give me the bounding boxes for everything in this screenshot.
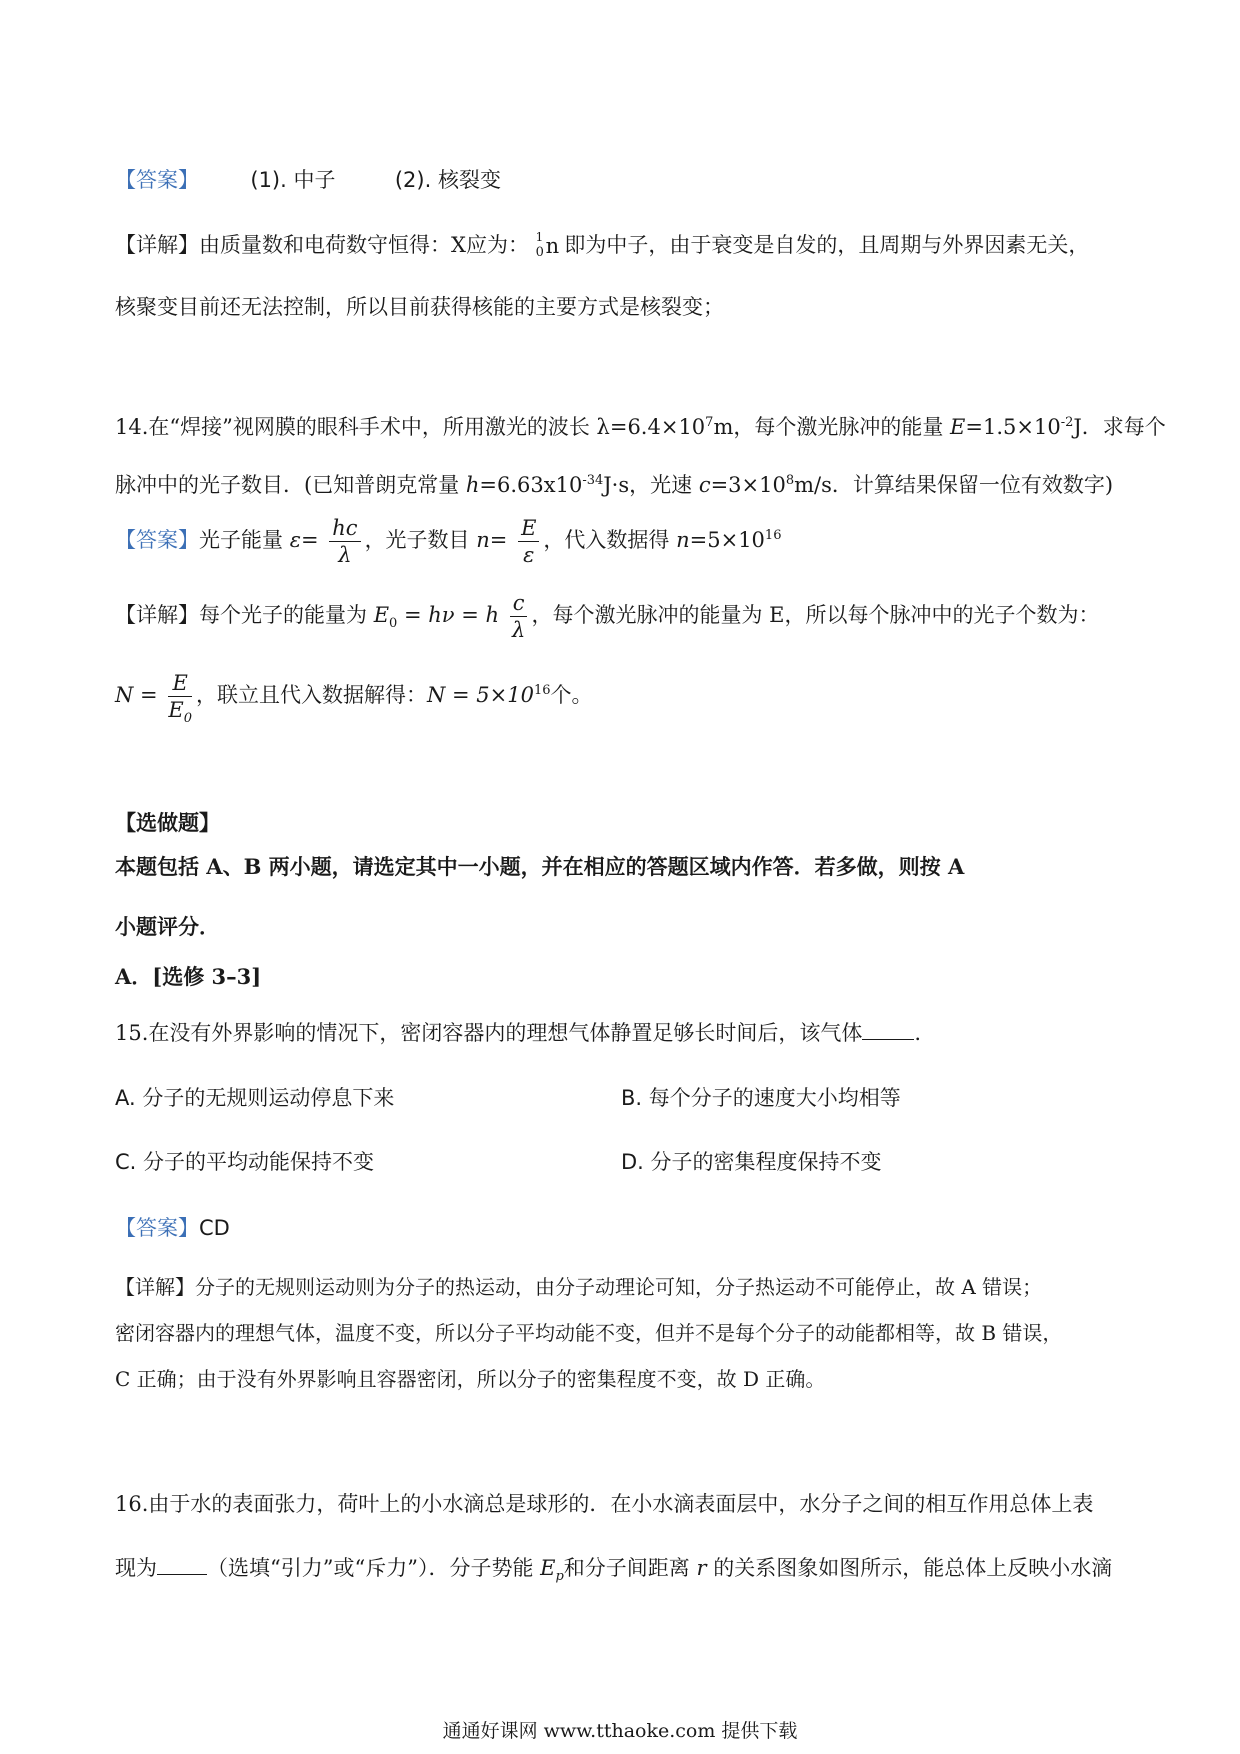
fraction-E-E0: $\frac{E}{E_0}$ <box>168 671 192 727</box>
q15-stem: 15.在没有外界影响的情况下，密闭容器内的理想气体静置足够长时间后，该气体 . <box>115 1017 1125 1048</box>
answer-blank <box>862 1017 914 1040</box>
option-b: B. 每个分子的速度大小均相等 <box>621 1086 901 1110</box>
q14-stem-line1: 14.在“焊接”视网膜的眼科手术中，所用激光的波长 $\lambda=6.4\times 10^7m$，每个激光脉冲的能量 $E=1.5\times 10^{-2}J$．求每个 <box>115 415 1166 439</box>
neutron-nuclide: 1 0 n <box>535 229 560 260</box>
answer-tag: 【答案】 <box>115 168 199 192</box>
answer-tag: 【答案】 <box>115 528 199 552</box>
answer-tag: 【答案】 <box>115 1216 199 1240</box>
q14-detail-line1: 【详解】每个光子的能量为 $E_0 = h\nu = h$ $\frac{c}{\lambda}$ ，每个激光脉冲的能量为 E，所以每个脉冲中的光子个数为： <box>115 591 1100 642</box>
detail-text: 由质量数和电荷数守恒得：X应为： <box>199 233 529 257</box>
q16-stem-line1: 16.由于水的表面张力，荷叶上的小水滴总是球形的．在小水滴表面层中，水分子之间的相互作用总体上表 <box>115 1492 1094 1516</box>
q15-detail-line3: C 正确；由于没有外界影响且容器密闭，所以分子的密集程度不变，故 D 正确。 <box>115 1367 826 1391</box>
q13-detail-line2: 核聚变目前还无法控制，所以目前获得核能的主要方式是核裂变； <box>115 295 724 319</box>
option-c: C. 分子的平均动能保持不变 <box>115 1150 375 1174</box>
page-footer: 通通好课网 www.tthaoke.com 提供下载 <box>442 1720 798 1742</box>
answer-part1: (1). 中子 <box>250 168 336 192</box>
fraction-E-eps: $\frac{E}{\varepsilon}$ <box>518 515 539 568</box>
fraction-c-lambda: $\frac{c}{\lambda}$ <box>510 590 528 643</box>
elective-instructions-line1: 本题包括 A、B 两小题，请选定其中一小题，并在相应的答题区域内作答．若多做，则按 A <box>115 854 965 879</box>
q15-detail-line2: 密闭容器内的理想气体，温度不变，所以分子平均动能不变，但并不是每个分子的动能都相等，故 B 错误， <box>115 1321 1063 1345</box>
elective-section-title: A．[选修 3–3] <box>115 964 262 989</box>
detail-tag: 【详解】 <box>115 603 199 627</box>
detail-tag: 【详解】 <box>115 1275 195 1299</box>
q15-answer: 【答案】CD <box>115 1216 230 1240</box>
q14-detail-line2: N = $\frac{E}{E_0}$ ，联立且代入数据解得：$N = 5\times 10^{16}$个。 <box>115 671 593 727</box>
q14-stem-line2: 脉冲中的光子数目．(已知普朗克常量 $h=6.63x10^{-34}J\cdot s$，光速 $c=3\times 10^8m/s$．计算结果保留一位有效数字) <box>115 473 1114 497</box>
q13-answer <box>115 165 1125 195</box>
fraction-hc-lambda: $\frac{hc}{\lambda}$ <box>329 515 360 568</box>
answer-blank <box>157 1552 207 1575</box>
q15-detail-line1: 【详解】分子的无规则运动则为分子的热运动，由分子动理论可知，分子热运动不可能停止，故 A 错误； <box>115 1275 1043 1299</box>
option-a: A. 分子的无规则运动停息下来 <box>115 1086 395 1110</box>
answer-part2: (2). 核裂变 <box>394 168 501 192</box>
q13-detail-line1 <box>115 230 1125 262</box>
detail-tag: 【详解】 <box>115 233 199 257</box>
q16-stem-line2: 现为 （选填“引力”或“斥力”）．分子势能 $E_p$和分子间距离 r 的关系图象如图所示，能总体上反映小水滴 <box>115 1552 1125 1583</box>
option-d: D. 分子的密集程度保持不变 <box>621 1150 882 1174</box>
elective-instructions-line2: 小题评分． <box>115 914 220 939</box>
q14-answer: 【答案】光子能量 ε= $\frac{hc}{\lambda}$ ，光子数目 n= $\frac{E}{\varepsilon}$ ，代入数据得 $n=5\times 10^{16}$ <box>115 516 782 567</box>
detail-text: 即为中子，由于衰变是自发的，且周期与外界因素无关， <box>557 233 1090 257</box>
elective-header: 【选做题】 <box>115 810 220 835</box>
